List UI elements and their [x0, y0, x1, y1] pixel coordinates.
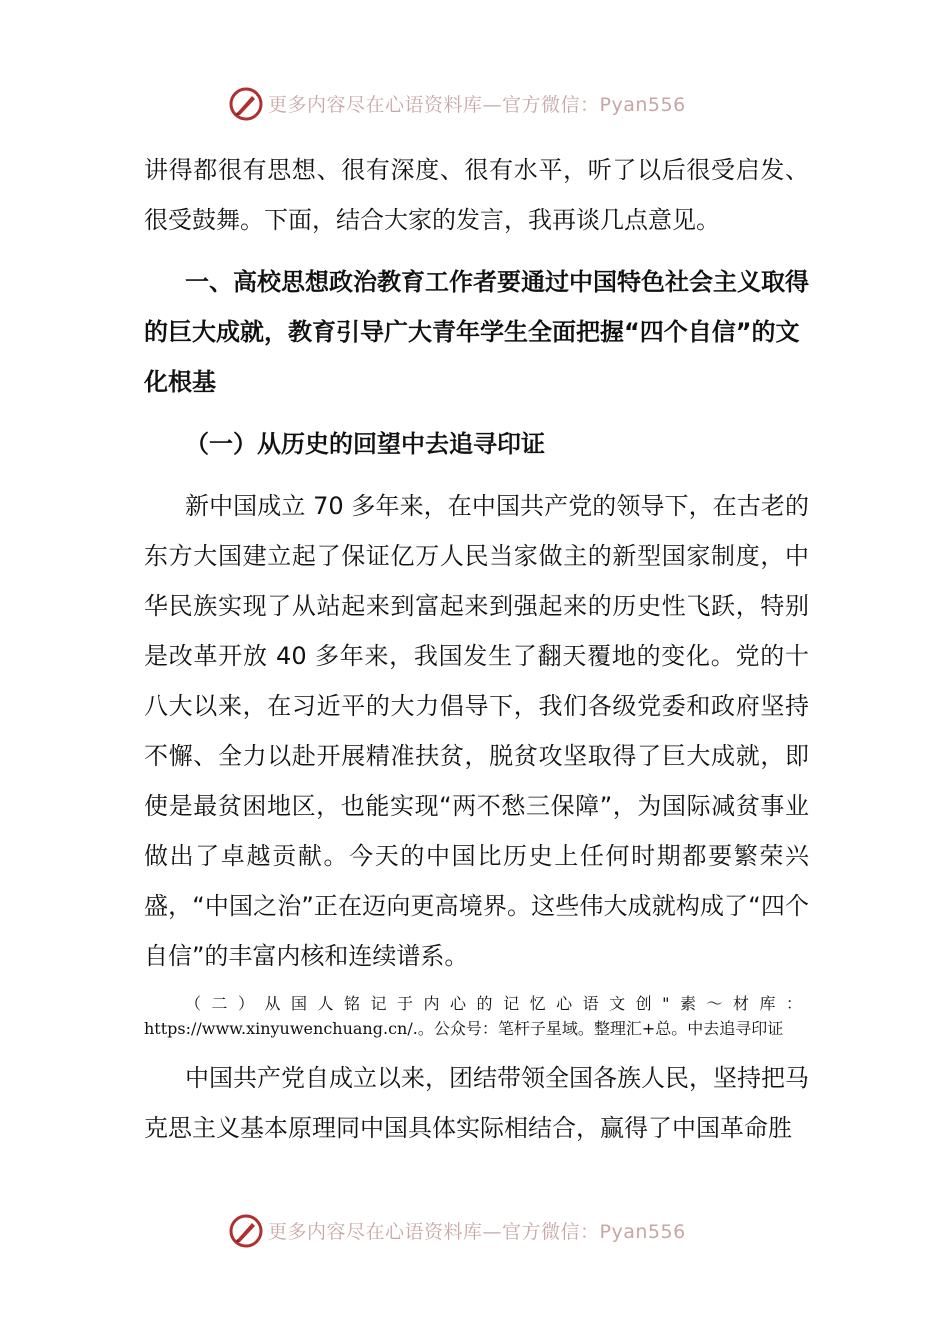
banner-text: 更多内容尽在心语资料库—官方微信：Pyan556 — [268, 94, 686, 116]
intro-paragraph: 讲得都很有思想、很有深度、很有水平，听了以后很受启发、很受鼓舞。下面，结合大家的发言，我再谈几点意见。 — [144, 156, 809, 234]
section-heading-1: 一、高校思想政治教育工作者要通过中国特色社会主义取得的巨大成就，教育引导广大青年学生全面把握“四个自信”的文化根基 — [144, 268, 809, 396]
source-url: https://www.xinyuwenchuang.cn/. — [144, 1019, 418, 1038]
wechat-id: Pyan556 — [599, 1221, 686, 1243]
document-body — [144, 145, 809, 1153]
subheading-1: （一）从历史的回望中去追寻印证 — [185, 430, 545, 458]
wechat-id: Pyan556 — [599, 94, 686, 116]
header-banner — [0, 84, 950, 124]
paragraph-1: 新中国成立 70 多年来，在中国共产党的领导下，在古老的东方大国建立起了保证亿万人民当家做主的新型国家制度，中华民族实现了从站起来到富起来到强起来的历史性飞跃，特别是改革开放 40 多年来，我国发生了翻天覆地的变化。党的十八大以来，在习近平的大力倡导下，我们各级党委和政府坚持不懈、全力以赴开展精准扶贫，脱贫攻坚取得了巨大成就，即使是最贫困地区，也能实现“两不愁三保障”，为国际减贫事业做出了卓越贡献。今天的中国比历史上任何时期都要繁荣兴盛，“中国之治”正在迈向更高境界。这些伟大成就构成了“四个自信”的丰富内核和连续谱系。 — [144, 492, 809, 970]
paragraph-2: 中国共产党自成立以来，团结带领全国各族人民，坚持把马克思主义基本原理同中国具体实际相结合，赢得了中国革命胜 — [144, 1064, 809, 1142]
banner-text: 更多内容尽在心语资料库—官方微信：Pyan556 — [268, 1221, 686, 1243]
pen-logo-icon — [228, 86, 264, 122]
subheading-2: （二）从国人铭记于内心的记忆心语文创"素～材库： https://www.xinyuwenchuang.cn/.。公众号：笔杆子星域。整理汇+总。中去追寻印证 — [144, 994, 809, 1038]
pen-logo-icon — [228, 1213, 264, 1249]
footer-banner — [0, 1211, 950, 1251]
